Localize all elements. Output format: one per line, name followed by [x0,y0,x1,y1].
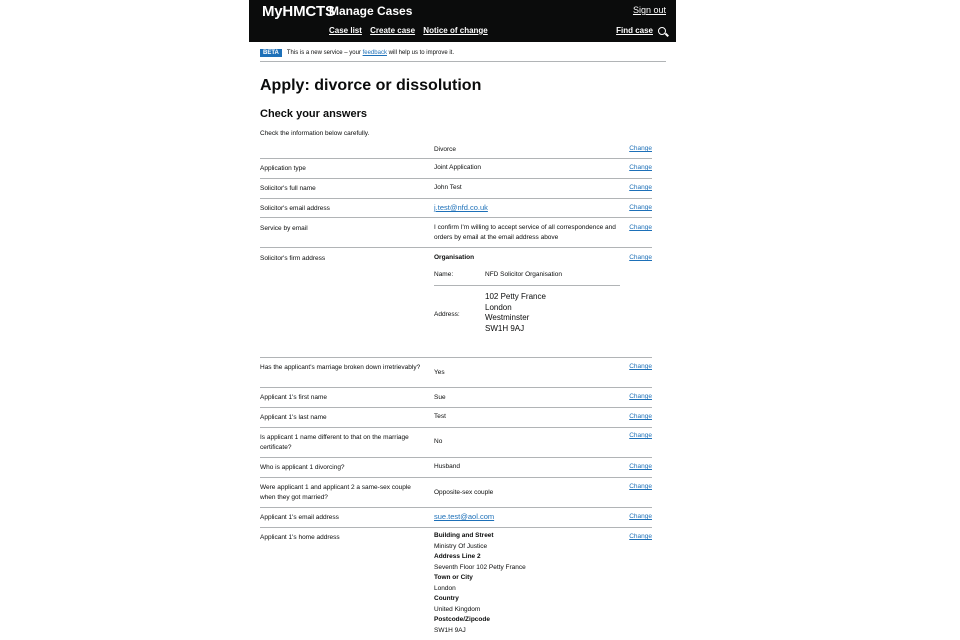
nav-create-case[interactable]: Create case [370,26,416,35]
change-link[interactable]: Change [629,363,652,370]
page-title: Apply: divorce or dissolution [260,77,482,94]
answer-row [260,218,652,248]
answer-row [260,388,652,408]
answer-key: Applicant 1's email address [260,514,339,521]
change-link[interactable]: Change [629,204,652,211]
answer-key: Service by email [260,225,308,232]
address-field-value: United Kingdom [434,605,481,613]
change-link[interactable]: Change [629,164,652,171]
home-address [434,531,526,636]
answer-key: Were applicant 1 and applicant 2 a same-sex couple when they got married? [260,484,411,501]
change-link[interactable]: Change [629,413,652,420]
search-icon[interactable] [658,27,666,35]
address-field-label: Building and Street [434,532,494,539]
find-case-link[interactable]: Find case [616,26,653,35]
answer-row [260,528,652,640]
address-field-label: Address Line 2 [434,553,481,560]
answer-value: No [434,438,443,445]
change-link[interactable]: Change [629,513,652,520]
change-link[interactable]: Change [629,432,652,439]
answer-value: Sue [434,394,446,401]
sign-out-link[interactable]: Sign out [632,5,666,15]
answer-row [260,179,652,199]
app-header [249,0,676,42]
change-link[interactable]: Change [629,254,652,261]
answer-row [260,478,652,508]
section-title: Check your answers [260,108,367,120]
org-name-label: Name: [434,271,454,278]
answer-row [260,140,652,159]
answer-value: Husband [434,463,461,470]
solicitor-email-link[interactable]: j.test@nfd.co.uk [434,203,488,212]
change-link[interactable]: Change [629,224,652,231]
change-link[interactable]: Change [629,533,652,540]
answer-value: John Test [434,184,462,191]
brand-logo[interactable]: MyHMCTS [262,3,335,20]
answer-value: Divorce [434,146,457,153]
answer-key: Solicitor's email address [260,205,330,212]
intro-text: Check the information below carefully. [260,130,370,137]
address-field-value: Seventh Floor 102 Petty France [434,563,526,571]
org-address-value [485,292,546,334]
address-field-value: Ministry Of Justice [434,542,488,550]
primary-nav [329,26,494,35]
org-name-value: NFD Solicitor Organisation [485,271,562,278]
address-field-value: SW1H 9AJ [434,626,466,634]
answer-key: Solicitor's full name [260,185,316,192]
address-line: Westminster [485,313,530,322]
answer-row [260,199,652,218]
answer-row [260,159,652,179]
divider [434,285,620,286]
feedback-link[interactable]: feedback [362,50,387,56]
answer-value: Opposite-sex couple [434,489,494,496]
answer-row [260,428,652,458]
beta-text-before: This is a new service – your [286,50,361,56]
answer-key: Who is applicant 1 divorcing? [260,464,345,471]
change-link[interactable]: Change [629,184,652,191]
answer-key: Solicitor's firm address [260,255,326,262]
address-field-label: Country [434,595,459,602]
answer-key: Has the applicant's marriage broken down irretrievably? [260,364,421,371]
nav-case-list[interactable]: Case list [329,26,362,35]
answer-value: I confirm I'm willing to accept service of all correspondence and orders by email at the email address above [434,224,616,241]
answer-row [260,358,652,388]
answer-key: Applicant 1's home address [260,534,340,541]
organisation-heading: Organisation [434,254,475,261]
service-name: Manage Cases [329,4,413,18]
answer-value: Joint Application [434,164,481,171]
change-link[interactable]: Change [629,145,652,152]
beta-text [287,50,454,56]
answer-row [260,408,652,428]
phase-banner [260,45,666,62]
beta-text-after: will help us to improve it. [388,50,454,56]
address-field-label: Town or City [434,574,473,581]
applicant-email-link[interactable]: sue.test@aol.com [434,512,495,521]
answer-value: Test [434,413,446,420]
answer-key: Is applicant 1 name different to that on the marriage certificate? [260,434,409,451]
address-field-value: London [434,584,456,592]
beta-tag: BETA [260,49,282,57]
address-line: 102 Petty France [485,292,546,301]
org-address-label: Address: [434,311,460,318]
answer-key: Application type [260,165,306,172]
change-link[interactable]: Change [629,393,652,400]
answer-key: Applicant 1's last name [260,414,327,421]
answer-row [260,508,652,528]
address-line: London [485,302,512,312]
change-link[interactable]: Change [629,483,652,490]
nav-notice-of-change[interactable]: Notice of change [423,26,488,35]
address-field-label: Postcode/Zipcode [434,616,490,623]
find-case[interactable] [616,26,666,35]
answer-key: Applicant 1's first name [260,394,327,401]
address-line: SW1H 9AJ [485,323,525,333]
answer-row [260,458,652,478]
answer-row [260,248,652,358]
change-link[interactable]: Change [629,463,652,470]
answer-value: Yes [434,369,445,376]
